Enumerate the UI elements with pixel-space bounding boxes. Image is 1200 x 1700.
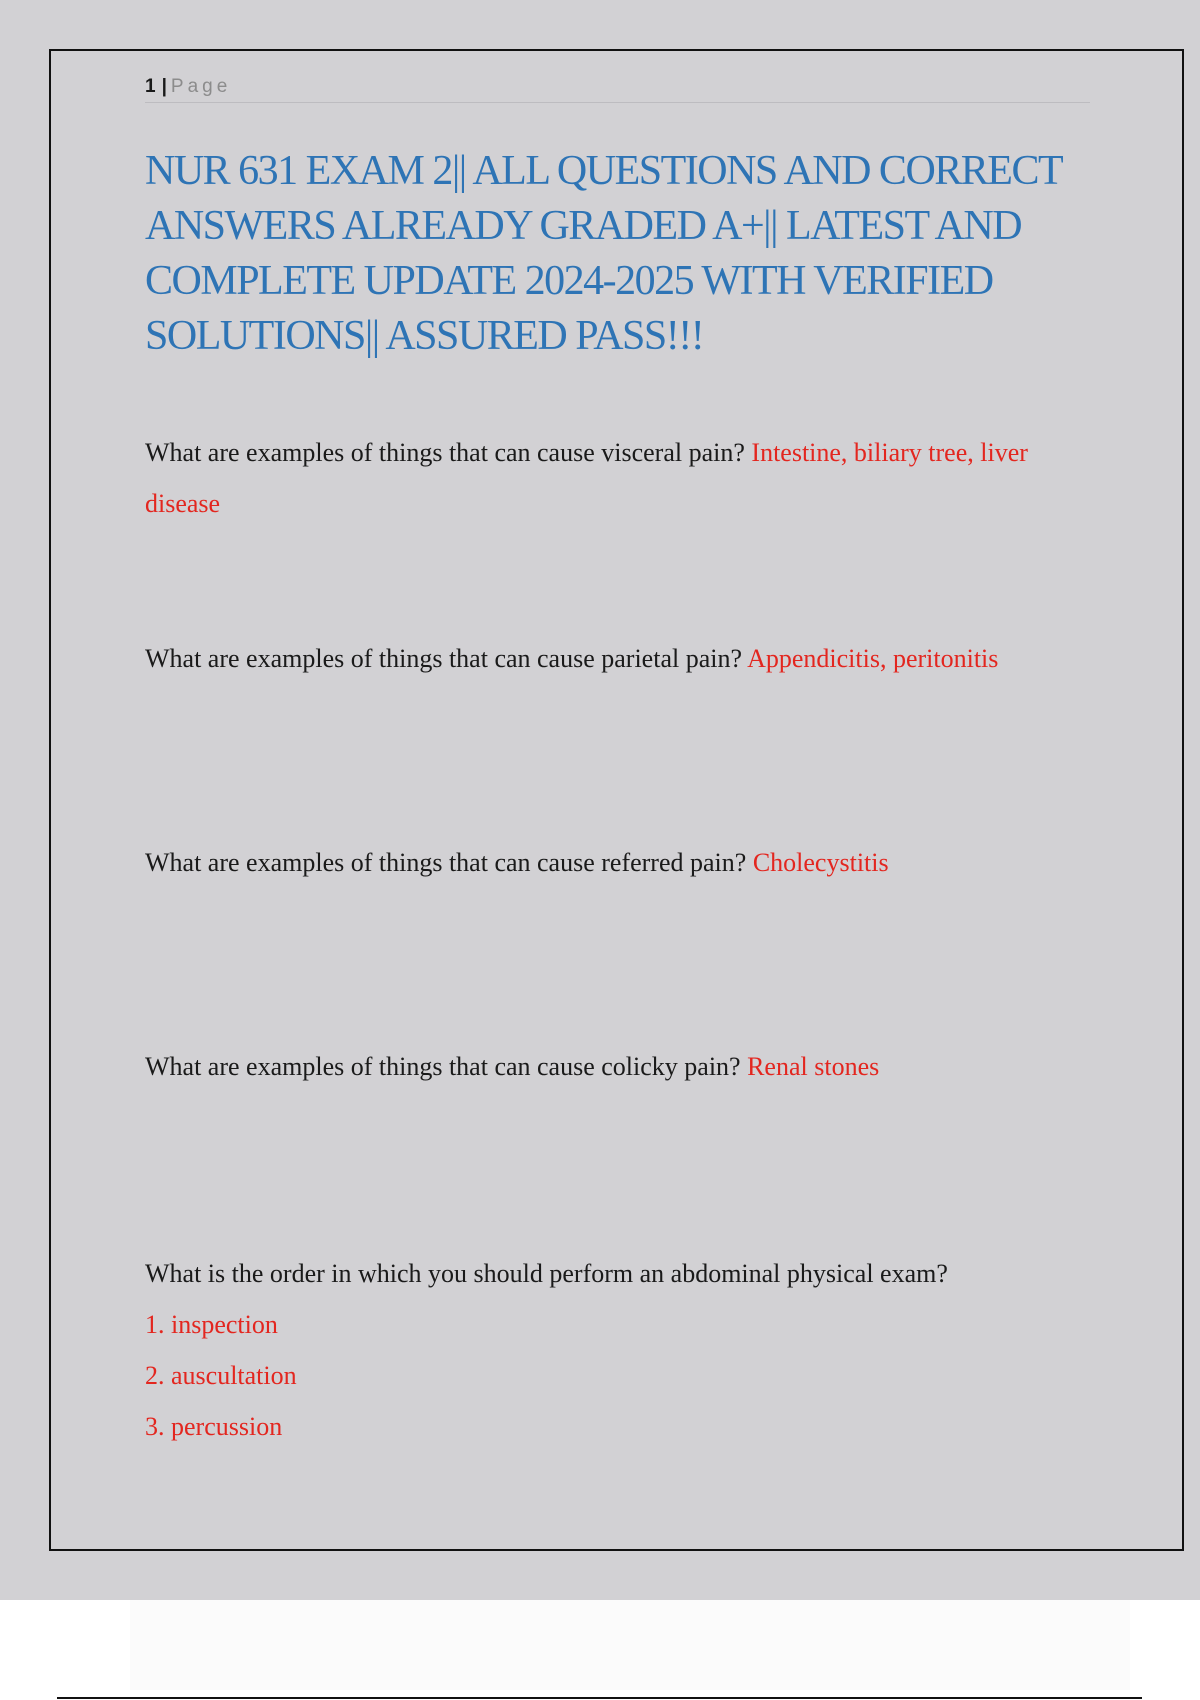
answer-step-2: 2. auscultation: [145, 1361, 297, 1390]
qa-item-parietal: [145, 633, 1085, 684]
qa-item-referred: [145, 837, 1085, 888]
answer-text: Cholecystitis: [752, 848, 889, 877]
document-title: NUR 631 EXAM 2|| ALL QUESTIONS AND CORRECT ANSWERS ALREADY GRADED A+|| LATEST AND COMPLETE UPDATE 2024-2025 WITH VERIFIED SOLUTIONS|| ASSURED PASS!!!: [145, 148, 1062, 359]
next-page-strip: [130, 1600, 1130, 1690]
qa-item-colicky: [145, 1041, 1085, 1092]
question-text: What is the order in which you should perform an abdominal physical exam?: [145, 1259, 948, 1288]
qa-item-exam-order: [145, 1248, 1085, 1452]
answer-text: Renal stones: [747, 1052, 880, 1081]
footer-rule: [57, 1697, 1142, 1699]
answer-text: Intestine, biliary tree, liver disease: [145, 438, 1028, 518]
question-text: What are examples of things that can cause parietal pain?: [145, 644, 743, 673]
page-header: [145, 74, 1090, 103]
question-text: What are examples of things that can cause referred pain?: [145, 848, 747, 877]
answer-step-3: 3. percussion: [145, 1412, 283, 1441]
qa-item-visceral: [145, 427, 1085, 529]
question-text: What are examples of things that can cause visceral pain?: [145, 438, 745, 467]
answer-step-1: 1. inspection: [145, 1310, 278, 1339]
page-number: 1: [145, 76, 156, 97]
page-label: Page: [170, 76, 232, 97]
question-text: What are examples of things that can cause colicky pain?: [145, 1052, 741, 1081]
answer-text: Appendicitis, peritonitis: [747, 644, 999, 673]
page-separator: |: [161, 76, 167, 97]
